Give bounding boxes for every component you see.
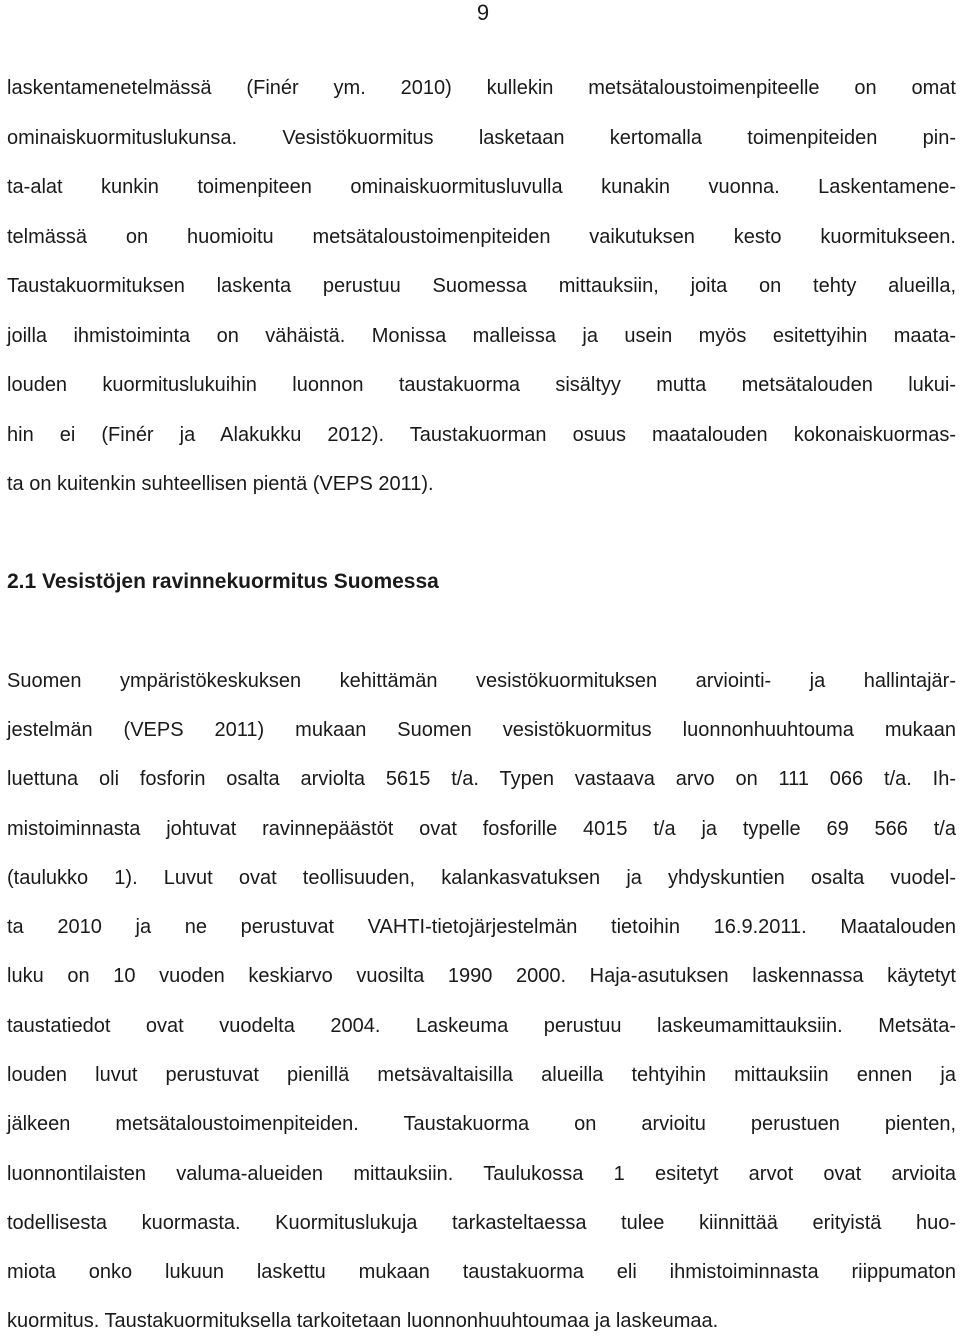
text-line: jestelmän (VEPS 2011) mukaan Suomen vesistökuormitus luonnonhuuhtouma mukaan xyxy=(7,719,956,741)
text-line: laskentamenetelmässä (Finér ym. 2010) kullekin metsätaloustoimenpiteelle on omat xyxy=(7,77,956,99)
text-line: ominaiskuormituslukunsa. Vesistökuormitus lasketaan kertomalla toimenpiteiden pin- xyxy=(7,127,956,149)
text-line: joilla ihmistoiminta on vähäistä. Monissa malleissa ja usein myös esitettyihin maata- xyxy=(7,325,956,347)
text-line: luettuna oli fosforin osalta arviolta 5615 t/a. Typen vastaava arvo on 111 066 t/a. Ih- xyxy=(7,768,956,790)
text-line: jälkeen metsätaloustoimenpiteiden. Taustakuorma on arvioitu perustuen pienten, xyxy=(7,1113,956,1135)
text-line: telmässä on huomioitu metsätaloustoimenpiteiden vaikutuksen kesto kuormitukseen. xyxy=(7,226,956,248)
text-line: ta 2010 ja ne perustuvat VAHTI-tietojärjestelmän tietoihin 16.9.2011. Maatalouden xyxy=(7,916,956,938)
page-number: 9 xyxy=(476,0,490,25)
text-line: luonnontilaisten valuma-alueiden mittauksiin. Taulukossa 1 esitetyt arvot ovat arvioita xyxy=(7,1163,956,1185)
text-line: kuormitus. Taustakuormituksella tarkoitetaan luonnonhuuhtoumaa ja laskeumaa. xyxy=(7,1310,719,1332)
text-line: (taulukko 1). Luvut ovat teollisuuden, kalankasvatuksen ja yhdyskuntien osalta vuodel- xyxy=(7,867,956,889)
text-line: todellisesta kuormasta. Kuormituslukuja tarkasteltaessa tulee kiinnittää erityistä huo- xyxy=(7,1212,956,1234)
text-line: luku on 10 vuoden keskiarvo vuosilta 1990 2000. Haja-asutuksen laskennassa käytetyt xyxy=(7,965,956,987)
text-line: miota onko lukuun laskettu mukaan taustakuorma eli ihmistoiminnasta riippumaton xyxy=(7,1261,956,1283)
text-line: ta-alat kunkin toimenpiteen ominaiskuormitusluvulla kunakin vuonna. Laskentamene- xyxy=(7,176,956,198)
text-line: Suomen ympäristökeskuksen kehittämän vesistökuormituksen arviointi- ja hallintajär- xyxy=(7,670,956,692)
text-line: mistoiminnasta johtuvat ravinnepäästöt ovat fosforille 4015 t/a ja typelle 69 566 t/a xyxy=(7,818,956,840)
section-heading: 2.1 Vesistöjen ravinnekuormitus Suomessa xyxy=(7,570,439,593)
text-line: hin ei (Finér ja Alakukku 2012). Taustakuorman osuus maatalouden kokonaiskuormas- xyxy=(7,424,956,446)
text-line: Taustakuormituksen laskenta perustuu Suomessa mittauksiin, joita on tehty alueilla, xyxy=(7,275,956,297)
text-line: taustatiedot ovat vuodelta 2004. Laskeuma perustuu laskeumamittauksiin. Metsäta- xyxy=(7,1015,956,1037)
text-line: ta on kuitenkin suhteellisen pientä (VEPS 2011). xyxy=(7,473,434,495)
text-line: louden kuormituslukuihin luonnon taustakuorma sisältyy mutta metsätalouden lukui- xyxy=(7,374,956,396)
text-line: louden luvut perustuvat pienillä metsävaltaisilla alueilla tehtyihin mittauksiin ennen ja xyxy=(7,1064,956,1086)
